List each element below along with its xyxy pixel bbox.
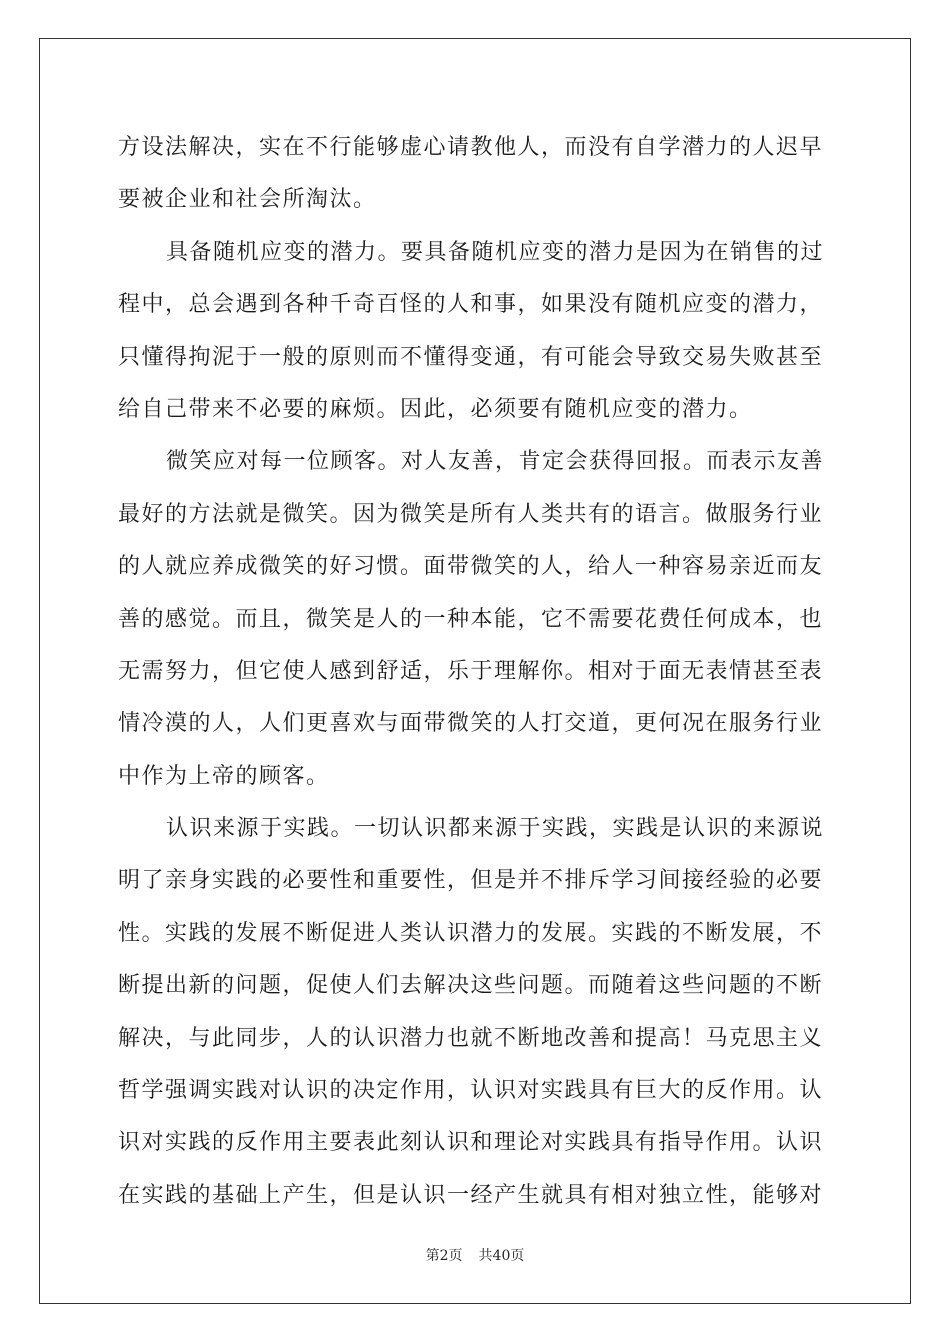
text-line: 在实践的基础上产生，但是认识一经产生就具有相对独立性，能够对 (118, 1182, 824, 1208)
text-line: 哲学强调实践对认识的决定作用，认识对实践具有巨大的反作用。认 (118, 1078, 824, 1104)
document-body (118, 122, 832, 1222)
text-line: 解决，与此同步，人的认识潜力也就不断地改善和提高！马克思主义 (118, 1025, 824, 1051)
text-line: 无需努力，但它使人感到舒适，乐于理解你。相对于面无表情甚至表 (118, 658, 824, 684)
text-line: 断提出新的问题，促使人们去解决这些问题。而随着这些问题的不断 (118, 973, 824, 999)
text-line: 只懂得拘泥于一般的原则而不懂得变通，有可能会导致交易失败甚至 (118, 344, 824, 370)
page-number-total: 共40页 (478, 1248, 525, 1264)
text-line: 善的感觉。而且，微笑是人的一种本能，它不需要花费任何成本，也 (118, 606, 824, 632)
text-line: 程中，总会遇到各种千奇百怪的人和事，如果没有随机应变的潜力， (118, 292, 824, 318)
page-footer (0, 1246, 950, 1266)
text-line: 要被企业和社会所淘汰。 (118, 187, 377, 213)
text-line: 识对实践的反作用主要表此刻认识和理论对实践具有指导作用。认识 (118, 1130, 824, 1156)
text-line: 中作为上帝的顾客。 (118, 763, 330, 789)
page-number-current: 第2页 (425, 1248, 463, 1264)
paragraph-start-line: 微笑应对每一位顾客。对人友善，肯定会获得回报。而表示友善 (166, 449, 825, 475)
paragraph-start-line: 认识来源于实践。一切认识都来源于实践，实践是认识的来源说 (166, 816, 825, 842)
text-line: 给自己带来不必要的麻烦。因此，必须要有随机应变的潜力。 (118, 396, 753, 422)
text-line: 情冷漠的人，人们更喜欢与面带微笑的人打交道，更何况在服务行业 (118, 711, 824, 737)
text-line: 最好的方法就是微笑。因为微笑是所有人类共有的语言。做服务行业 (118, 501, 824, 527)
text-line: 方设法解决，实在不行能够虚心请教他人，而没有自学潜力的人迟早 (118, 135, 824, 160)
text-line: 的人就应养成微笑的好习惯。面带微笑的人，给人一种容易亲近而友 (118, 554, 824, 580)
paragraph-start-line: 具备随机应变的潜力。要具备随机应变的潜力是因为在销售的过 (166, 239, 825, 265)
text-line: 性。实践的发展不断促进人类认识潜力的发展。实践的不断发展，不 (118, 920, 824, 946)
text-line: 明了亲身实践的必要性和重要性，但是并不排斥学习间接经验的必要 (118, 868, 824, 894)
